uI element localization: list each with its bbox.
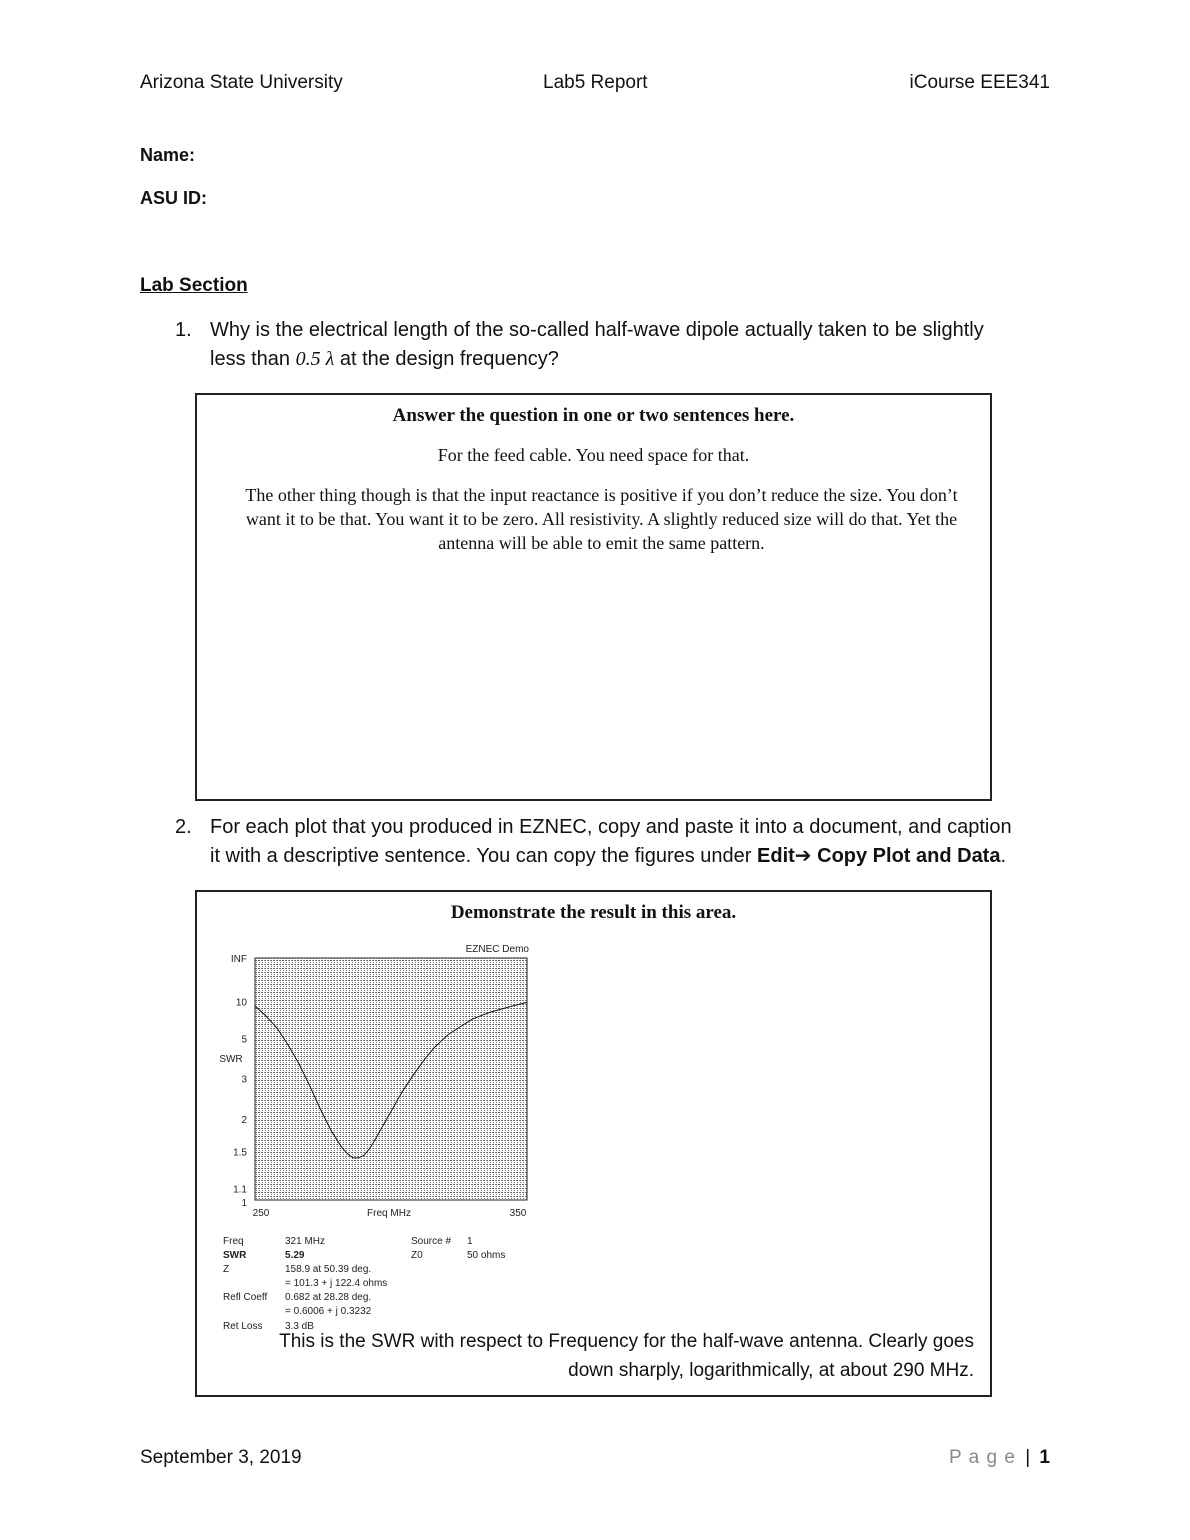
data-readout <box>223 1232 543 1342</box>
question-1-line-1: Why is the electrical length of the so-called half-wave dipole actually taken to be slightly <box>210 319 984 341</box>
y-tick-label: 2 <box>241 1115 247 1127</box>
x-tick-label-max: 350 <box>509 1208 527 1219</box>
question-1-line-2-start: less than <box>210 348 296 370</box>
readout-refl-value-2: = 0.6006 + j 0.3232 <box>285 1306 372 1317</box>
name-label: Name: <box>140 145 196 165</box>
y-tick-label: 3 <box>241 1074 247 1086</box>
footer-date: September 3, 2019 <box>140 1447 302 1468</box>
readout-z0-label: Z0 <box>411 1250 423 1261</box>
question-2-text <box>210 813 1060 871</box>
y-tick-label: 1.5 <box>233 1147 247 1159</box>
footer-page-number: 1 <box>1039 1447 1050 1468</box>
readout-retloss-label: Ret Loss <box>223 1321 263 1332</box>
y-tick-label: INF <box>230 954 247 965</box>
wavelength-math: 0.5 λ <box>295 348 335 370</box>
question-2-line-2 <box>210 842 1060 871</box>
header-report-title: Lab5 Report <box>543 72 648 93</box>
readout-z-label: Z <box>223 1264 230 1275</box>
chart-plot-area <box>255 958 527 1200</box>
readout-freq-value: 321 MHz <box>285 1236 326 1247</box>
readout-source-label: Source # <box>411 1236 452 1247</box>
readout-z-value-2: = 101.3 + j 122.4 ohms <box>285 1278 388 1289</box>
result-box-2-title: Demonstrate the result in this area. <box>450 902 737 923</box>
y-tick-label: 1 <box>241 1198 247 1209</box>
header-course: iCourse EEE341 <box>909 72 1050 93</box>
question-2-line-2-end: . <box>1000 845 1007 867</box>
readout-freq-label: Freq <box>223 1236 244 1247</box>
copy-plot-data-text: Copy Plot and Data <box>811 845 1001 867</box>
y-tick-labels <box>231 954 248 1209</box>
footer-page <box>949 1447 1050 1469</box>
question-2 <box>175 813 1075 873</box>
question-1-number: 1. <box>175 319 192 341</box>
asu-id-label: ASU ID: <box>140 188 207 208</box>
swr-chart <box>211 936 541 1226</box>
readout-refl-value-1: 0.682 at 28.28 deg. <box>285 1292 372 1303</box>
readout-z-value-1: 158.9 at 50.39 deg. <box>285 1264 372 1275</box>
question-1-line-2 <box>210 345 1060 374</box>
header-university: Arizona State University <box>140 72 343 93</box>
readout-swr-value: 5.29 <box>285 1250 305 1261</box>
y-tick-label: 1.1 <box>233 1184 247 1196</box>
answer-paragraph-1: For the feed cable. You need space for that. <box>437 445 750 465</box>
answer-box-1[interactable] <box>195 393 992 801</box>
answer-box-1-title: Answer the question in one or two sentences here. <box>392 405 795 426</box>
edit-menu-text: Edit <box>757 845 795 867</box>
readout-refl-label: Refl Coeff <box>223 1292 268 1303</box>
y-axis-label: SWR <box>219 1054 243 1065</box>
readout-retloss-value: 3.3 dB <box>285 1321 314 1332</box>
footer-page-separator: | <box>1025 1447 1031 1468</box>
y-tick-label: 5 <box>241 1034 247 1046</box>
plot-caption <box>247 1327 974 1385</box>
question-2-line-2-start: it with a descriptive sentence. You can copy the figures under <box>210 845 758 867</box>
x-tick-label-min: 250 <box>252 1208 270 1219</box>
x-axis-label: Freq MHz <box>367 1208 411 1219</box>
answer-paragraph-2: The other thing though is that the input reactance is positive if you don’t reduce the size. You don’t want it to be that. You want it to be zero. All resistivity. A slightly reduced size will do that. Yet the antenna will be able to emit the same pattern. <box>245 485 958 553</box>
question-1 <box>175 316 1075 376</box>
readout-swr-label: SWR <box>223 1250 247 1261</box>
question-1-line-2-end: at the design frequency? <box>334 348 559 370</box>
y-tick-label: 10 <box>235 997 247 1009</box>
readout-source-value: 1 <box>467 1236 473 1247</box>
readout-z0-value: 50 ohms <box>467 1250 506 1261</box>
question-2-number: 2. <box>175 816 192 838</box>
arrow-icon: ➔ <box>794 845 812 867</box>
result-box-2[interactable] <box>195 890 992 1397</box>
question-2-line-1: For each plot that you produced in EZNEC, copy and paste it into a document, and caption <box>210 816 1012 838</box>
section-title: Lab Section <box>140 275 248 296</box>
question-1-text <box>210 316 1060 374</box>
footer-page-label: P a g e <box>949 1447 1016 1468</box>
chart-title: EZNEC Demo <box>465 944 529 955</box>
plot-caption-text: This is the SWR with respect to Frequency for the half-wave antenna. Clearly goes down sharply, logarithmically, at about 290 MHz. <box>279 1331 974 1381</box>
